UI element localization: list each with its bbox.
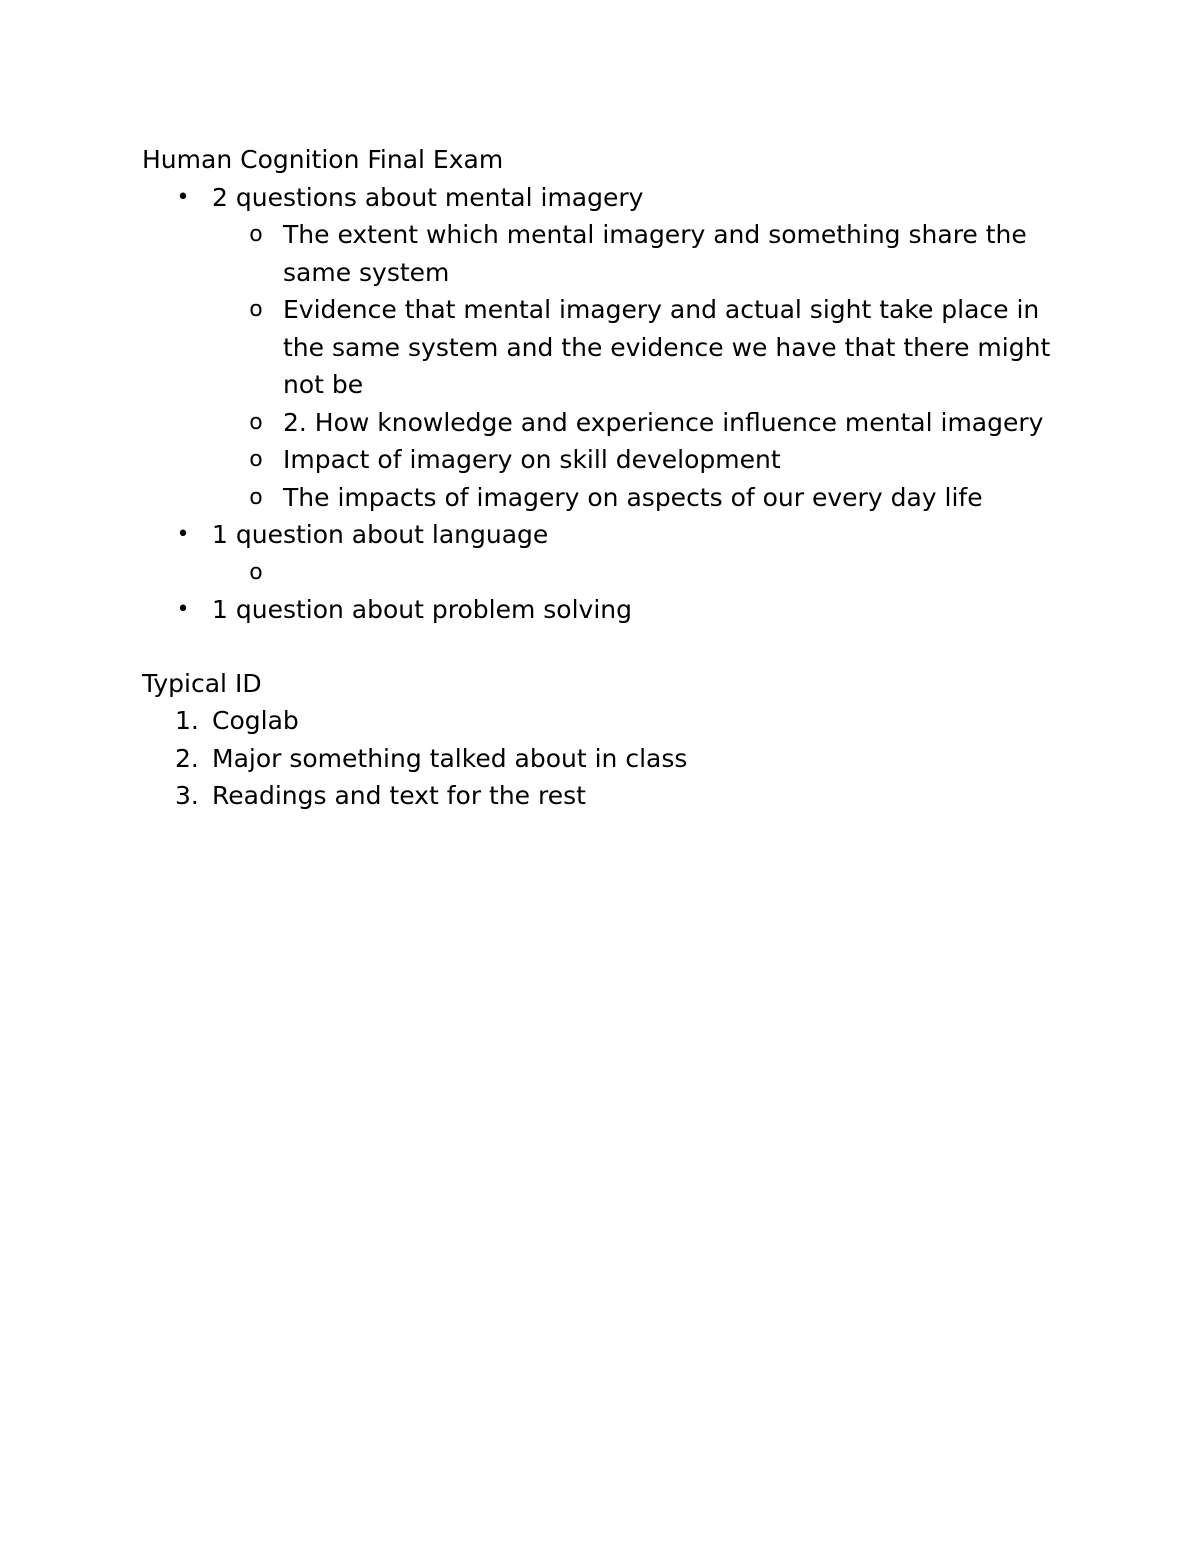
section-title: Typical ID	[142, 668, 262, 698]
sub-bullet-marker: o	[249, 297, 263, 322]
sub-list-item-text: The impacts of imagery on aspects of our every day life	[283, 482, 983, 512]
sub-bullet-marker: o	[249, 559, 263, 585]
document-body	[142, 141, 1062, 815]
numbered-list-item	[142, 702, 1062, 740]
sub-list-item	[142, 291, 1062, 404]
bullet-marker: •	[176, 597, 190, 622]
sub-list-item	[142, 479, 1062, 517]
numbered-list-item	[142, 777, 1062, 815]
sub-list-item-empty	[142, 554, 1062, 592]
sub-bullet-marker: o	[249, 409, 263, 435]
sub-list-item	[142, 441, 1062, 479]
sub-bullet-marker: o	[249, 484, 263, 510]
number-marker: 2.	[175, 743, 199, 773]
list-item-text: 2 questions about mental imagery	[212, 182, 644, 212]
sub-list-item-text: The extent which mental imagery and something share the same system	[283, 220, 1027, 287]
bullet-marker: •	[176, 184, 190, 210]
sub-list-item-text: Impact of imagery on skill development	[283, 445, 781, 474]
sub-bullet-marker: o	[249, 447, 263, 472]
list-item-text: 1 question about problem solving	[212, 595, 632, 624]
numbered-item-text: Readings and text for the rest	[212, 781, 586, 810]
number-marker: 1.	[175, 706, 199, 735]
list-item-text: 1 question about language	[212, 520, 549, 549]
list-item	[142, 516, 1062, 554]
sub-list-item-text: Evidence that mental imagery and actual sight take place in the same system and the evidence we have that there might not be	[283, 295, 1051, 399]
sub-list-item-text: 2. How knowledge and experience influence mental imagery	[283, 407, 1044, 437]
bullet-marker: •	[176, 522, 190, 547]
sub-list-item	[142, 216, 1062, 291]
sub-list-item-text	[283, 554, 1062, 592]
list-item	[142, 591, 1062, 629]
list-item	[142, 179, 1062, 217]
document-title: Human Cognition Final Exam	[142, 145, 504, 174]
sub-list-item	[142, 404, 1062, 442]
sub-bullet-marker: o	[249, 222, 263, 247]
numbered-item-text: Coglab	[212, 706, 299, 735]
numbered-item-text: Major something talked about in class	[212, 743, 688, 773]
numbered-list-item	[142, 740, 1062, 778]
number-marker: 3.	[175, 781, 199, 810]
